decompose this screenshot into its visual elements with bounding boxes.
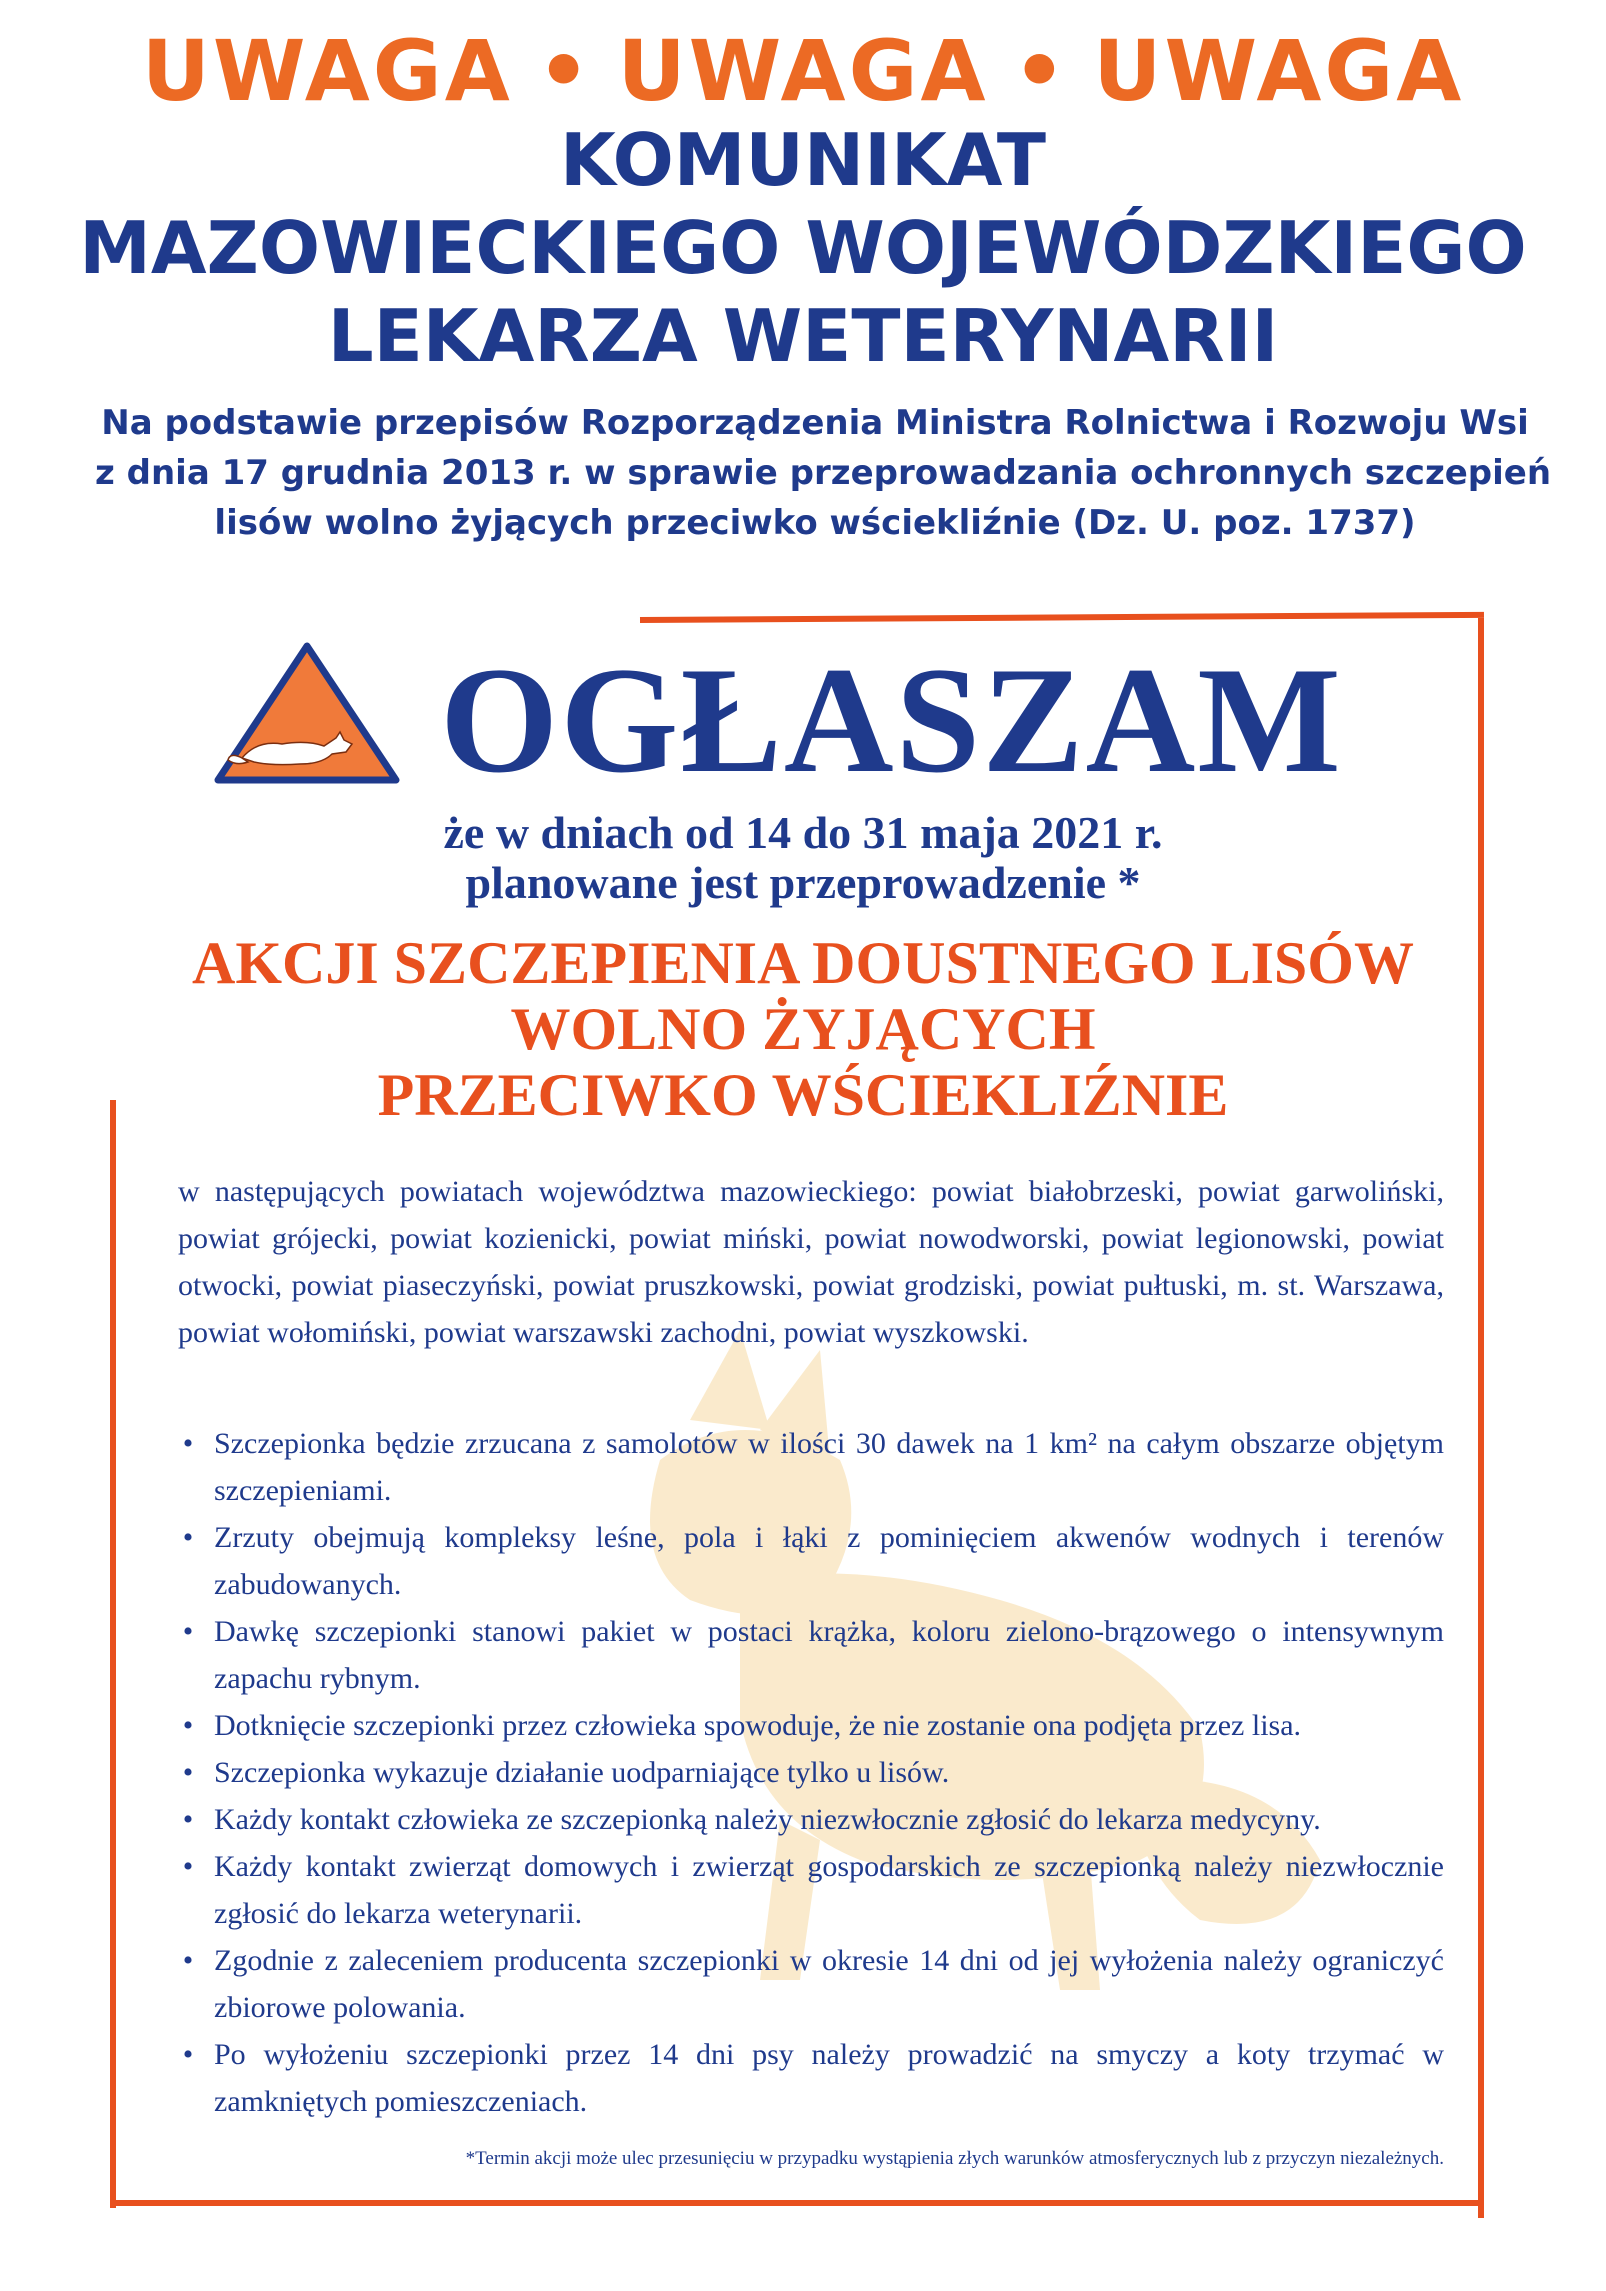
bullet-icon: • bbox=[182, 1615, 194, 1648]
communique-line-3: LEKARZA WETERYNARII bbox=[327, 294, 1279, 378]
dates-line-1: że w dniach od 14 do 31 maja 2021 r. bbox=[443, 807, 1163, 858]
list-item bbox=[178, 1608, 1444, 1702]
bullet-icon: • bbox=[182, 1756, 194, 1789]
list-item bbox=[178, 1749, 1444, 1796]
announcement-title: OGŁASZAM bbox=[440, 636, 1343, 804]
campaign-line-1: AKCJI SZCZEPIENIA DOUSTNEGO LISÓW bbox=[192, 930, 1414, 996]
list-item-text: Szczepionka będzie zrzucana z samolotów w ilości 30 dawek na 1 km² na całym obszarze objętym szczepieniami. bbox=[214, 1427, 1444, 1507]
campaign-line-2: WOLNO ŻYJĄCYCH bbox=[510, 996, 1096, 1062]
list-item-text: Każdy kontakt człowieka ze szczepionką należy niezwłocznie zgłosić do lekarza medycyny. bbox=[214, 1803, 1321, 1836]
list-item bbox=[178, 1796, 1444, 1843]
instructions-list bbox=[178, 1420, 1444, 2125]
separator-1: • bbox=[536, 22, 594, 120]
list-item bbox=[178, 2031, 1444, 2125]
communique-line-1: KOMUNIKAT bbox=[560, 118, 1046, 202]
legal-line-3: lisów wolno żyjących przeciwko wściekliźnie (Dz. U. poz. 1737) bbox=[214, 503, 1416, 543]
list-item bbox=[178, 1420, 1444, 1514]
list-item bbox=[178, 1514, 1444, 1608]
campaign-title bbox=[120, 930, 1486, 1128]
warning-word-2: UWAGA bbox=[617, 22, 989, 120]
frame-border-top bbox=[640, 612, 1484, 623]
warning-header bbox=[0, 22, 1606, 120]
list-item bbox=[178, 1937, 1444, 2031]
bullet-icon: • bbox=[182, 1427, 194, 1460]
legal-basis bbox=[95, 398, 1552, 548]
campaign-dates bbox=[120, 808, 1486, 908]
frame-border-left bbox=[110, 1100, 116, 2208]
list-item bbox=[178, 1702, 1444, 1749]
separator-2: • bbox=[1012, 22, 1070, 120]
list-item-text: Szczepionka wykazuje działanie uodparniające tylko u lisów. bbox=[214, 1756, 950, 1789]
list-item-text: Dotknięcie szczepionki przez człowieka spowoduje, że nie zostanie ona podjęta przez lisa. bbox=[214, 1709, 1302, 1742]
bullet-icon: • bbox=[182, 1944, 194, 1977]
bullet-icon: • bbox=[182, 1850, 194, 1883]
warning-word-1: UWAGA bbox=[141, 22, 513, 120]
list-item-text: Po wyłożeniu szczepionki przez 14 dni psy należy prowadzić na smyczy a koty trzymać w zamkniętych pomieszczeniach. bbox=[214, 2038, 1444, 2118]
communique-line-2: MAZOWIECKIEGO WOJEWÓDZKIEGO bbox=[79, 206, 1527, 290]
district-list: w następujących powiatach województwa mazowieckiego: powiat białobrzeski, powiat garwoliński, powiat grójecki, powiat kozienicki, powiat miński, powiat nowodworski, powiat legionowski, powiat otwocki, powiat piaseczyński, powiat pruszkowski, powiat grodziski, powiat pułtuski, m. st. Warszawa, powiat wołomiński, powiat warszawski zachodni, powiat wyszkowski. bbox=[178, 1175, 1444, 1349]
dates-line-2: planowane jest przeprowadzenie * bbox=[465, 857, 1141, 908]
legal-line-1: Na podstawie przepisów Rozporządzenia Ministra Rolnictwa i Rozwoju Wsi bbox=[101, 403, 1529, 443]
list-item bbox=[178, 1843, 1444, 1937]
frame-border-bottom bbox=[112, 2200, 1484, 2206]
warning-word-3: UWAGA bbox=[1093, 22, 1465, 120]
communique-title bbox=[0, 116, 1606, 380]
legal-line-2: z dnia 17 grudnia 2013 r. w sprawie przeprowadzania ochronnych szczepień bbox=[95, 453, 1552, 493]
list-item-text: Dawkę szczepionki stanowi pakiet w postaci krążka, koloru zielono-brązowego o intensywnym zapachu rybnym. bbox=[214, 1615, 1444, 1695]
bullet-icon: • bbox=[182, 1709, 194, 1742]
bullet-icon: • bbox=[182, 1803, 194, 1836]
list-item-text: Zgodnie z zaleceniem producenta szczepionki w okresie 14 dni od jej wyłożenia należy ograniczyć zbiorowe polowania. bbox=[214, 1944, 1444, 2024]
list-item-text: Każdy kontakt zwierząt domowych i zwierząt gospodarskich ze szczepionką należy niezwłocznie zgłosić do lekarza weterynarii. bbox=[214, 1850, 1444, 1930]
footnote: *Termin akcji może ulec przesunięciu w przypadku wystąpienia złych warunków atmosferycznych lub z przyczyn niezależnych. bbox=[465, 2148, 1444, 2169]
list-item-text: Zrzuty obejmują kompleksy leśne, pola i łąki z pominięciem akwenów wodnych i terenów zabudowanych. bbox=[214, 1521, 1444, 1601]
bullet-icon: • bbox=[182, 2038, 194, 2071]
bullet-icon: • bbox=[182, 1521, 194, 1554]
fox-warning-triangle-icon bbox=[212, 640, 402, 790]
campaign-line-3: PRZECIWKO WŚCIEKLIŹNIE bbox=[377, 1062, 1229, 1128]
